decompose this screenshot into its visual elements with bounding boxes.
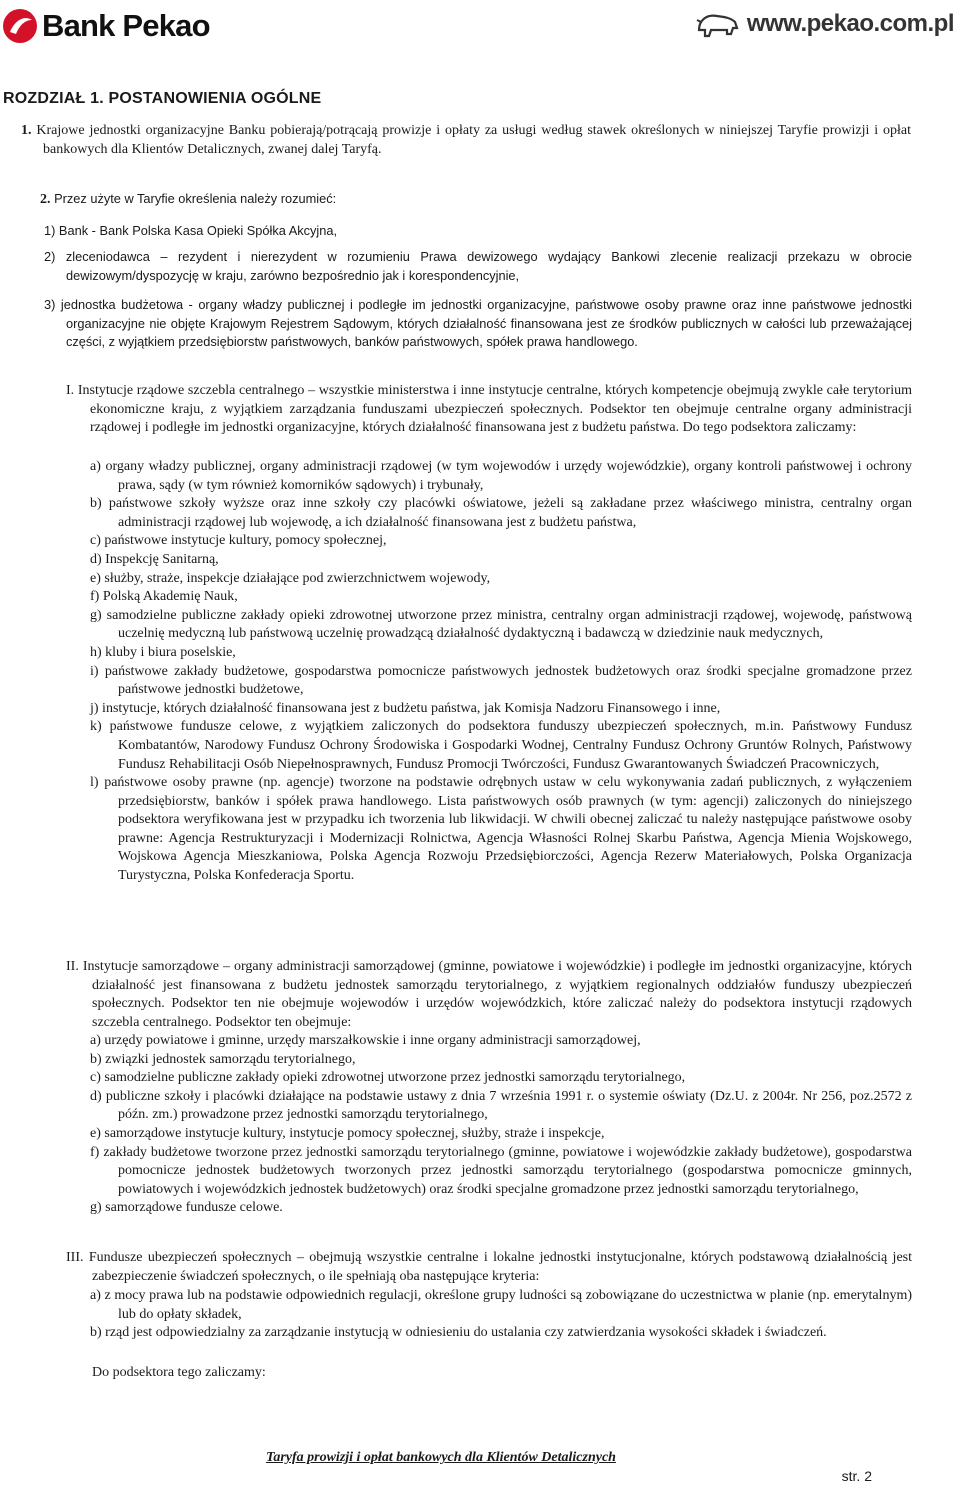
- chapter-title: ROZDZIAŁ 1. POSTANOWIENIA OGÓLNE: [3, 90, 322, 107]
- paragraph-text: Krajowe jednostki organizacyjne Banku pobierają/potrącają prowizje i opłaty za usługi według stawek określonych w niniejszej Taryfie prowizji i opłat bankowych dla Klientów Detalicznych, zwanej dalej Taryfą.: [36, 123, 912, 157]
- list-item: e) samorządowe instytucje kultury, instytucje pomocy społecznej, służby, straże i inspekcje,: [90, 1125, 605, 1141]
- bank-logo: [2, 8, 210, 44]
- paragraph-number: 1.: [21, 123, 32, 138]
- definition-3: 3) jednostka budżetowa - organy władzy publicznej i podległe im jednostki organizacyjne, państwowe osoby prawne oraz inne państwowe jednostki organizacyjne nie objęte Krajowym Rejestrem Sądowym, których działalność finansowana jest ze środków publicznych w całości lub przeważającej części, z wyjątkiem przedsiębiorstw państwowych, banków państwowych, spółek prawa handlowego.: [44, 297, 912, 350]
- section-iii-intro: III. Fundusze ubezpieczeń społecznych – obejmują wszystkie centralne i lokalne jednostki instytucjonalne, których podstawową działalnością jest zabezpieczenie świadczeń społecznych, o ile spełniają oba następujące kryteria:: [66, 1250, 912, 1284]
- site-url: www.pekao.com.pl: [746, 10, 954, 37]
- list-item: a) z mocy prawa lub na podstawie odpowiednich regulacji, określone grupy ludności są zobowiązane do uczestnictwa w planie (np. emerytalnym) lub do opłaty składek,: [90, 1288, 912, 1322]
- paragraph-2: [40, 190, 908, 210]
- list-item: f) Polską Akademię Nauk,: [90, 589, 238, 605]
- section-iii-list: [90, 1287, 912, 1343]
- page-header: [0, 0, 960, 50]
- section-iii-outro: Do podsektora tego zaliczamy:: [92, 1365, 266, 1380]
- list-item: l) państwowe osoby prawne (np. agencje) tworzone na podstawie odrębnych ustaw w celu wykonywania zadań publicznych, z wyłączeniem przedsiębiorstw, banków i spółek prawa handlowego. Lista państwowych osób prawnych (w tym: agencji) zaliczonych do niniejszego podsektora weryfikowana jest w przypadku ich tworzenia lub likwidacji. W chwili obecnej zaliczać tu należy następujące państwowe osoby prawne: Agencja Restrukturyzacji i Modernizacji Rolnictwa, Agencja Własności Rolnej Skarbu Państwa, Agencja Mienia Wojskowego, Wojskowa Agencja Mieszkaniowa, Polska Agencja Rozwoju Przedsiębiorczości, Agencja Rezerw Materiałowych, Polska Organizacja Turystyczna, Polska Konfederacja Sportu.: [90, 775, 912, 884]
- list-item: j) instytucje, których działalność finansowana jest z budżetu państwa, jak Komisja Nadzoru Finansowego i inne,: [90, 700, 721, 716]
- list-item: f) zakłady budżetowe tworzone przez jednostki samorządu terytorialnego (gminne, powiatowe i wojewódzkie zakłady budżetowe), gospodarstwa pomocnicze jednostek budżetowych tworzonych przez jednostki samorządu terytorialnego (gospodarstwa pomocnicze gminnych, powiatowych i wojewódzkich jednostek budżetowych) oraz środki specjalne gromadzone przez jednostki samorządu terytorialnego,: [90, 1144, 912, 1197]
- list-item: c) samodzielne publiczne zakłady opieki zdrowotnej utworzone przez jednostki samorządu terytorialnego,: [90, 1070, 686, 1086]
- list-item: g) samodzielne publiczne zakłady opieki zdrowotnej utworzone przez ministra, centralny organ administracji rządowej, wojewodę, państwową uczelnię medyczną lub państwową uczelnię prowadzącą działalność dydaktyczną i badawczą w dziedzinie nauk medycznych,: [90, 607, 912, 642]
- footer-title: Taryfa prowizji i opłat bankowych dla Klientów Detalicznych: [266, 1450, 616, 1465]
- bank-name: Bank Pekao: [42, 8, 210, 43]
- paragraph-text: Przez użyte w Taryfie określenia należy rozumieć:: [54, 191, 337, 206]
- list-item: c) państwowe instytucje kultury, pomocy społecznej,: [90, 533, 387, 549]
- list-item: d) publiczne szkoły i placówki działające na podstawie ustawy z dnia 7 września 1991 r. o systemie oświaty (Dz.U. z 2004r. Nr 256, poz.2572 z późn. zm.) prowadzone przez jednostki samorządu terytorialnego,: [90, 1088, 912, 1123]
- list-item: d) Inspekcję Sanitarną,: [90, 551, 219, 567]
- list-item: h) kluby i biura poselskie,: [90, 644, 236, 660]
- section-i-list: [90, 458, 912, 886]
- definition-1: 1) Bank - Bank Polska Kasa Opieki Spółka Akcyjna,: [44, 223, 338, 238]
- list-item: g) samorządowe fundusze celowe.: [90, 1200, 283, 1216]
- list-item: b) państwowe szkoły wyższe oraz inne szkoły czy placówki oświatowe, jeżeli są zakładane przez właściwego ministra, centralny organ administracji rządowej lub wojewodę, a ich działalność finansowana jest z budżetu państwa,: [90, 496, 912, 530]
- page-number: str. 2: [841, 1468, 872, 1484]
- section-i-intro: I. Instytucje rządowe szczebla centralnego – wszystkie ministerstwa i inne instytucje centralne, których kompetencje obejmują zwykle całe terytorium ekonomiczne kraju, z wyjątkiem zarządzania funduszami ubezpieczeń społecznych. Podsektor ten obejmuje centralne organy administracji rządowej i podległe im jednostki organizacyjne, których działalność finansowana jest z budżetu państwa. Do tego podsektora zaliczamy:: [66, 383, 912, 436]
- paragraph-number: 2.: [40, 192, 51, 207]
- list-item: b) rząd jest odpowiedzialny za zarządzanie instytucją w odniesieniu do ustalania czy zatwierdzania wysokości składek i świadczeń.: [90, 1325, 827, 1341]
- paragraph-1: [21, 122, 912, 159]
- section-ii-intro: II. Instytucje samorządowe – organy administracji samorządowej (gminne, powiatowe i wojewódzkie) i podległe im jednostki organizacyjne, których działalność jest finansowana z budżetu jednostek samorządu terytorialnego, z wyjątkiem regionalnych oddziałów funduszy ubezpieczeń społecznych. Podsektor ten nie obejmuje wojewodów i urzędów wojewódzkich, które zaliczać należy do podsektora instytucji rządowych szczebla centralnego. Podsektor ten obejmuje:: [66, 959, 912, 1030]
- list-item: i) państwowe zakłady budżetowe, gospodarstwa pomocnicze państwowych jednostek budżetowych oraz środki specjalne gromadzone przez państwowe jednostki budżetowe,: [90, 663, 912, 698]
- list-item: k) państwowe fundusze celowe, z wyjątkiem zaliczonych do podsektora funduszy ubezpieczeń społecznych, m.in. Państwowy Fundusz Kombatantów, Narodowy Fundusz Ochrony Środowiska i Gospodarki Wodnej, Centralny Fundusz Ochrony Gruntów Rolnych, Państwowy Fundusz Rehabilitacji Osób Niepełnosprawnych, Fundusz Promocji Twórczości, Fundusz Gwarantowanych Świadczeń Pracowniczych,: [90, 719, 912, 772]
- pekao-logo-icon: [2, 8, 38, 44]
- list-item: e) służby, straże, inspekcje działające pod zwierzchnictwem wojewody,: [90, 570, 491, 586]
- bison-icon: [695, 10, 741, 38]
- list-item: a) organy władzy publicznej, organy administracji rządowej (w tym wojewodów i urzędy wojewódzkie), organy kontroli państwowej i ochrony prawa, sądy (w tym również komorników sądowych) i trybunały,: [90, 459, 912, 493]
- list-item: b) związki jednostek samorządu terytorialnego,: [90, 1051, 356, 1067]
- section-ii-list: [90, 1032, 912, 1218]
- definition-2: 2) zleceniodawca – rezydent i nierezydent w rozumieniu Prawa dewizowego wydający Bankowi zlecenie realizacji przekazu w obrocie dewizowym/dyspozycję w kraju, zarówno bezpośrednio jak i korespondencyjnie,: [44, 249, 912, 283]
- list-item: a) urzędy powiatowe i gminne, urzędy marszałkowskie i inne organy administracji samorządowej,: [90, 1033, 641, 1048]
- site-address: [695, 10, 954, 38]
